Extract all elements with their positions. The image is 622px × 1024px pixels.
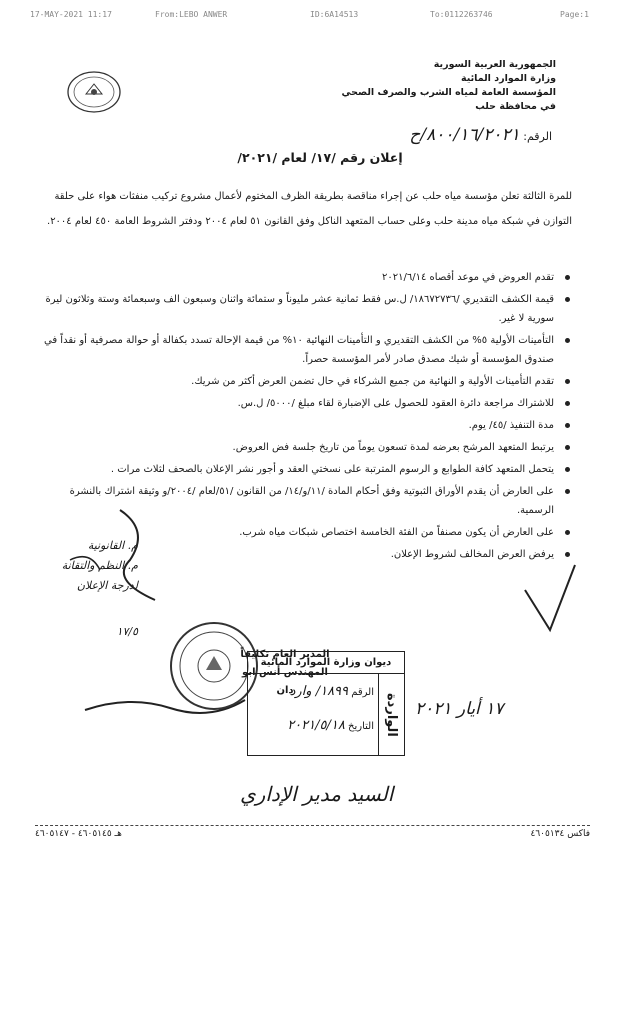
footer-fax: فاكس ٤٦٠٥١٣٤ — [530, 829, 590, 839]
stamp-number-value: ١٨٩٩/ وارد — [289, 684, 349, 699]
list-item: يرفض العرض المخالف لشروط الإعلان. — [42, 545, 572, 564]
list-item: التأمينات الأولية ٥% من الكشف التقديري و التأمينات النهائية ١٠% من قيمة الإحالة تسدد بكفالة أو حوالة مصرفية أو نقداً في صندوق المؤسسة أو شيك مصدق صادر لأمر المؤسسة حصراً. — [42, 331, 572, 369]
bullet-icon — [565, 552, 570, 557]
footer-phones: هـ ٤٦٠٥١٤٥ - ٤٦٠٥١٤٧ — [35, 829, 122, 839]
intro-paragraph: للمرة الثالثة تعلن مؤسسة مياه حلب عن إجراء مناقصة بطريقة الظرف المختوم لأعمال مشروع تركيب منفثات هواء على حلقة التوازن في شبكة مياه مدينة حلب وعلى حساب المتعهد الناكل وفق القانون ٥١ لعام ٢٠٠٤ ودفتر الشروط العامة ٤٥٠ لعام ٢٠٠٤. — [47, 191, 572, 227]
footer — [35, 829, 590, 843]
bullet-icon — [565, 530, 570, 535]
reference-handwritten-number: ٨٠٠/١٦/٢٠٢١/ح — [409, 125, 520, 145]
stamp-side-label: الواردة — [378, 674, 404, 755]
handwritten-date: ١٧ أيار ٢٠٢١ — [415, 699, 504, 719]
stamp-number-label: الرقم — [351, 687, 374, 698]
list-item: للاشتراك مراجعة دائرة العقود للحصول على الإضبارة لقاء مبلغ /٥٠٠٠/ ل.س. — [42, 394, 572, 413]
list-item: قيمة الكشف التقديري /١٨٦٧٢٧٣٦/ ل.س فقط ثمانية عشر مليوناً و ستمائة واثنان وسبعون الف وسبعمائة وستة وثلاثون ليرة سورية لا غير. — [42, 290, 572, 328]
stamp-date-row — [287, 718, 374, 733]
list-item: تقدم التأمينات الأولية و النهائية من جميع الشركاء في حال تضمن العرض أكثر من شريك. — [42, 372, 572, 391]
list-item: على العارض أن يكون مصنفاً من الفئة الخامسة اختصاص شبكات مياه شرب. — [42, 523, 572, 542]
bullet-icon — [565, 297, 570, 302]
checkmark-stroke-icon — [520, 560, 580, 640]
signatory-title: المدير العام تكليفاً — [240, 649, 330, 660]
fax-to: To:0112263746 — [430, 10, 493, 19]
handwritten-signature-note: السيد مدير الإداري — [240, 782, 394, 806]
bullet-icon — [565, 379, 570, 384]
stamp-date-label: التاريخ — [348, 721, 374, 732]
footer-divider — [35, 825, 590, 826]
fax-header — [30, 10, 600, 24]
emblem-seal-icon — [66, 70, 122, 114]
bullet-icon — [565, 445, 570, 450]
bullet-icon — [565, 275, 570, 280]
signatory-name: المهندس أنس ابو دان — [242, 667, 328, 696]
handwritten-scribble-icon — [60, 500, 180, 620]
list-item: يتحمل المتعهد كافة الطوابع و الرسوم المترتبة على نسختي العقد و أجور نشر الإعلان بالصحف لثلاث مرات . — [42, 460, 572, 479]
letterhead-institution: المؤسسة العامة لمياه الشرب والصرف الصحي — [341, 87, 556, 98]
stamp-header: ديوان وزارة الموارد المائية — [248, 652, 404, 674]
list-item: على العارض أن يقدم الأوراق الثبوتية وفق أحكام المادة /١١/و/١٤/ من القانون /٥١/لعام /٢٠٠٤/و وثيقة اشتراك بالنشرة الرسمية. — [42, 482, 572, 520]
fax-from: From:LEBO ANWER — [155, 10, 228, 19]
reference-line — [312, 125, 552, 145]
list-item: يرتبط المتعهد المرشح بعرضه لمدة تسعون يوماً من تاريخ جلسة فض العروض. — [42, 438, 572, 457]
fax-id: ID:6A14513 — [310, 10, 359, 19]
fax-date-time: 17-MAY-2021 11:17 — [30, 10, 112, 19]
letterhead-governorate: في محافظة حلب — [475, 101, 556, 112]
bullet-icon — [565, 401, 570, 406]
margin-handwritten-notes: م. القانونية م. النظم والتقانة لدرجة الإعلان ١٧/٥ — [61, 539, 138, 638]
bullet-icon — [565, 467, 570, 472]
bullet-icon — [565, 338, 570, 343]
stamp-date-value: ٢٠٢١/٥/١٨ — [287, 718, 345, 733]
fax-page: Page:1 — [560, 10, 589, 19]
letterhead-ministry: وزارة الموارد المائية — [460, 73, 556, 84]
announcement-title: إعلان رقم /١٧/ لعام /٢٠٢١/ — [237, 150, 403, 165]
incoming-stamp — [247, 651, 405, 756]
list-item: تقدم العروض في موعد أقصاه ٢٠٢١/٦/١٤ — [42, 268, 572, 287]
stamp-number-row — [290, 684, 374, 699]
reference-label: الرقم: — [523, 130, 552, 143]
bullet-icon — [565, 423, 570, 428]
bullet-icon — [565, 489, 570, 494]
letterhead-country: الجمهورية العربية السورية — [433, 59, 556, 70]
letterhead — [326, 58, 556, 114]
list-item: مدة التنفيذ /٤٥/ يوم. — [42, 416, 572, 435]
